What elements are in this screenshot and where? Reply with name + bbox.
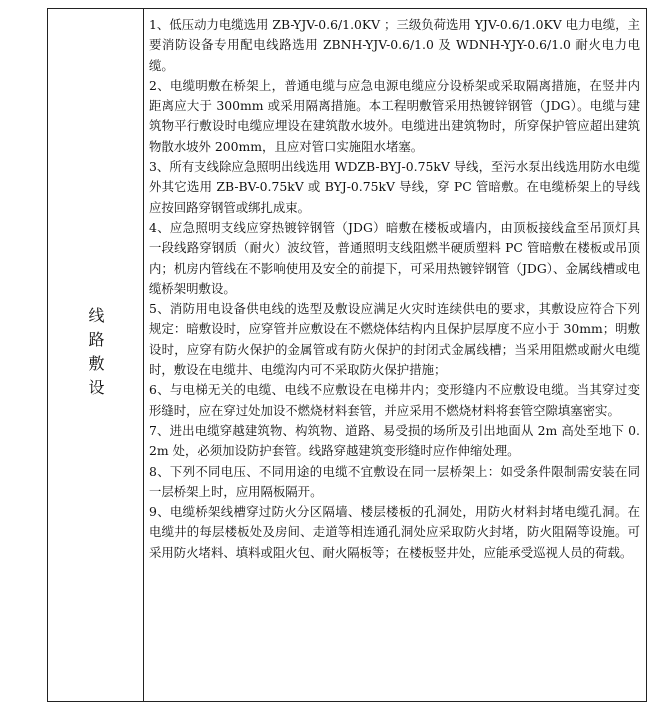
- paragraph-9: 9、电缆桥架线槽穿过防火分区隔墙、楼层楼板的孔洞处，用防火材料封堵电缆孔洞。在电缆井的每层楼板处及房间、走道等相连通孔洞处应采取防火封堵，防火阻隔等设施。可采用防火堵料、填料或阻火包、耐火隔板等；在楼板竖井处，应能承受巡视人员的荷载。: [149, 504, 640, 560]
- table-row: [48, 9, 647, 702]
- paragraph-6: 6、与电梯无关的电缆、电线不应敷设在电梯井内；变形缝内不应敷设电缆。当其穿过变形缝时，应在穿过处加设不燃烧材料套管，并应采用不燃烧材料将套管空隙填塞密实。: [149, 382, 640, 418]
- label-wrap: [48, 9, 143, 701]
- paragraph-3: 3、所有支线除应急照明出线选用 WDZB-BYJ-0.75kV 导线，至污水泵出线选用防水电缆外其它选用 ZB-BV-0.75kV 或 BYJ-0.75kV 导线，穿 PC 管暗敷。在电缆桥架上的导线应按回路穿钢管或绑扎成束。: [149, 159, 640, 215]
- label-cell: [48, 9, 144, 702]
- content-cell: [144, 9, 647, 702]
- paragraph-7: 7、进出电缆穿越建筑物、构筑物、道路、易受损的场所及引出地面从 2m 高处至地下 0.2m 处，必须加设防护套管。线路穿越建筑变形缝时应作伸缩处理。: [149, 422, 640, 459]
- paragraph-5: 5、消防用电设备供电线的选型及敷设应满足火灾时连续供电的要求，其敷设应符合下列规定：暗敷设时，应穿管并应敷设在不燃烧体结构内且保护层厚度不应小于 30mm；明敷设时，应穿有防火保护的金属管或有防火保护的封闭式金属线槽；当采用阻燃或耐火电缆时，敷设在电缆井、电缆沟内可不采取防火保护措施；: [149, 301, 640, 378]
- paragraph-8: 8、下列不同电压、不同用途的电缆不宜敷设在同一层桥架上：如受条件限制需安装在同一层桥架上时，应用隔板隔开。: [149, 463, 640, 499]
- paragraph-4: 4、应急照明支线应穿热镀锌钢管（JDG）暗敷在楼板或墙内，由顶板接线盒至吊顶灯具一段线路穿钢质（耐火）波纹管，普通照明支线阻燃半硬质塑料 PC 管暗敷在楼板或吊顶内；机房内管线在不影响使用及安全的前提下，可采用热镀锌钢管（JDG）、金属线槽或电缆桥架明敷设。: [149, 219, 640, 296]
- section-label: 线路敷设: [86, 307, 105, 403]
- paragraph-1: 1、低压动力电缆选用 ZB-YJV-0.6/1.0KV ；三级负荷选用 YJV-0.6/1.0KV 电力电缆，主要消防设备专用配电线路选用 ZBNH-YJV-0.6/1.0 及 WDNH-YJY-0.6/1.0 耐火电力电缆。: [149, 17, 640, 73]
- spec-table: [47, 8, 647, 702]
- paragraph-2: 2、电缆明敷在桥架上，普通电缆与应急电源电缆应分设桥架或采取隔离措施，在竖井内距离应大于 300mm 或采用隔离措施。本工程明敷管采用热镀锌钢管（JDG）。电缆与建筑物平行敷设时电缆应埋设在建筑散水坡外。电缆进出建筑物时，所穿保护管应超出建筑物散水坡外 200mm，且应对管口实施阻水堵塞。: [149, 77, 640, 154]
